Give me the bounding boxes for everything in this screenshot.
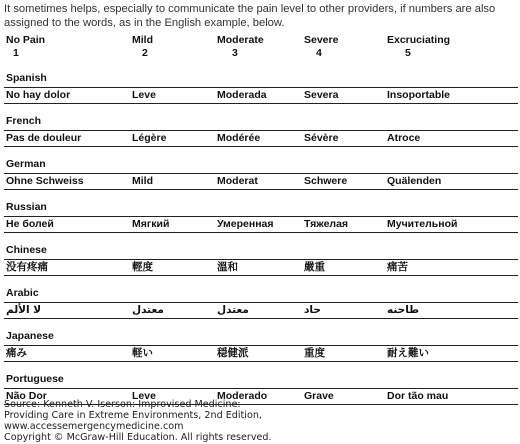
section-french	[4, 111, 518, 154]
language-name: French	[6, 115, 42, 127]
language-name: Russian	[6, 201, 47, 213]
section-japanese	[4, 326, 518, 369]
word-cell: Severa	[304, 89, 339, 101]
word-cell: 没有疼痛	[6, 261, 48, 273]
language-name: German	[6, 158, 46, 170]
word-row	[4, 130, 518, 147]
header-word-4: Severe	[304, 34, 339, 46]
header-word-3: Moderate	[217, 34, 264, 46]
word-cell: Légère	[132, 132, 167, 144]
word-cell: 溫和	[217, 261, 238, 273]
pain-scale-table	[4, 34, 518, 412]
word-cell: No hay dolor	[6, 89, 71, 101]
header-word-1: No Pain	[6, 34, 46, 46]
word-cell: 耐え難い	[387, 347, 429, 359]
word-cell: Schwere	[304, 175, 348, 187]
word-row	[4, 87, 518, 104]
word-cell: حاد	[304, 304, 321, 316]
word-row	[4, 216, 518, 233]
word-cell: Не болей	[6, 218, 54, 230]
source-line: Providing Care in Extreme Environments, 2nd Edition,	[4, 410, 262, 421]
header-number-1: 1	[13, 47, 19, 59]
header-word-5: Excruciating	[387, 34, 451, 46]
header-number-2: 2	[142, 47, 148, 59]
word-row	[4, 345, 518, 362]
word-cell: 痛苦	[387, 261, 408, 273]
language-name: Spanish	[6, 72, 47, 84]
english-header-row	[4, 34, 518, 68]
word-cell: Умеренная	[217, 218, 274, 230]
language-name: Arabic	[6, 287, 39, 299]
source-link[interactable]: www.accessemergencymedicine.com	[4, 421, 184, 432]
word-cell: Moderat	[217, 175, 258, 187]
word-cell: معتدل	[132, 304, 164, 316]
word-cell: Мягкий	[132, 218, 170, 230]
word-cell: Leve	[132, 390, 156, 402]
word-cell: Insoportable	[387, 89, 451, 101]
word-row	[4, 173, 518, 190]
word-cell: 痛み	[6, 347, 27, 359]
section-arabic	[4, 283, 518, 326]
word-cell: Leve	[132, 89, 156, 101]
language-name: Japanese	[6, 330, 54, 342]
word-cell: Moderada	[217, 89, 267, 101]
intro-text: It sometimes helps, especially to communicate the pain level to other providers, if numbers are also assigned to the words, as in the English example, below.	[4, 3, 496, 29]
word-cell: لا الألم	[6, 304, 42, 316]
word-cell: 穏健派	[217, 347, 249, 359]
source-citation	[4, 399, 272, 443]
word-cell: Тяжелая	[304, 218, 349, 230]
word-cell: Atroce	[387, 132, 421, 144]
word-cell: Мучительной	[387, 218, 458, 230]
header-number-5: 5	[405, 47, 411, 59]
section-german	[4, 154, 518, 197]
language-name: Chinese	[6, 244, 47, 256]
word-row	[4, 259, 518, 276]
section-chinese	[4, 240, 518, 283]
word-cell: 軽い	[132, 347, 153, 359]
header-word-2: Mild	[132, 34, 153, 46]
header-number-4: 4	[316, 47, 322, 59]
section-spanish	[4, 68, 518, 111]
language-name: Portuguese	[6, 373, 64, 385]
word-cell: Não Dor	[6, 390, 47, 402]
word-cell: معتدل	[217, 304, 249, 316]
section-russian	[4, 197, 518, 240]
word-cell: طاحنه	[387, 304, 420, 316]
word-cell: 嚴重	[304, 261, 325, 273]
header-number-3: 3	[232, 47, 238, 59]
word-cell: Modérée	[217, 132, 261, 144]
word-cell: Quälenden	[387, 175, 442, 187]
word-cell: 輕度	[132, 261, 153, 273]
word-cell: Sévère	[304, 132, 339, 144]
word-cell: Pas de douleur	[6, 132, 82, 144]
word-cell: Mild	[132, 175, 153, 187]
word-cell: 重度	[304, 347, 325, 359]
word-cell: Dor tão mau	[387, 390, 449, 402]
word-cell: Ohne Schweiss	[6, 175, 84, 187]
source-line: Source: Kenneth V. Iserson: Improvised Medicine:	[4, 399, 241, 410]
copyright-line: Copyright © McGraw-Hill Education. All rights reserved.	[4, 432, 272, 443]
word-cell: Moderado	[217, 390, 268, 402]
word-row	[4, 302, 518, 319]
word-cell: Grave	[304, 390, 334, 402]
